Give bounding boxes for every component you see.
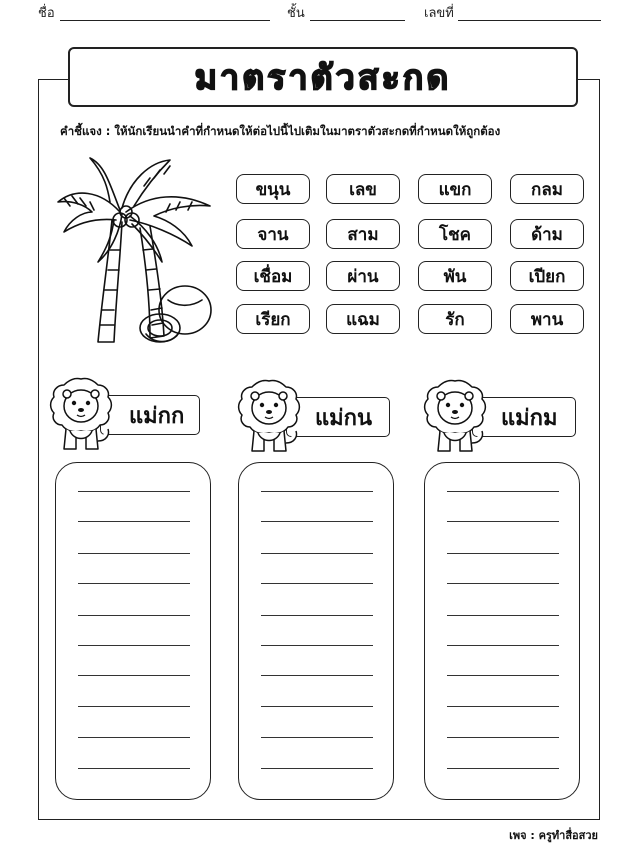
answer-line[interactable]: [261, 768, 373, 769]
lion-icon: [236, 377, 302, 457]
answer-box-kok[interactable]: [55, 462, 211, 800]
answer-line[interactable]: [78, 675, 190, 676]
word-pill[interactable]: รัก: [418, 304, 492, 334]
answer-line[interactable]: [447, 583, 559, 584]
answer-line[interactable]: [78, 521, 190, 522]
lion-icon: [422, 377, 488, 457]
answer-line[interactable]: [78, 645, 190, 646]
answer-line[interactable]: [261, 737, 373, 738]
answer-line[interactable]: [261, 491, 373, 492]
answer-line[interactable]: [261, 583, 373, 584]
answer-line[interactable]: [447, 491, 559, 492]
answer-line[interactable]: [447, 768, 559, 769]
answer-line[interactable]: [78, 553, 190, 554]
word-pill[interactable]: ผ่าน: [326, 261, 400, 291]
answer-line[interactable]: [261, 645, 373, 646]
word-pill[interactable]: แขก: [418, 174, 492, 204]
word-pill[interactable]: พัน: [418, 261, 492, 291]
word-pill[interactable]: เรียก: [236, 304, 310, 334]
class-field[interactable]: [310, 20, 405, 21]
word-pill[interactable]: เชื่อม: [236, 261, 310, 291]
name-label: ชื่อ: [38, 6, 55, 21]
class-label: ชั้น: [287, 6, 305, 21]
answer-line[interactable]: [447, 737, 559, 738]
footer-credit: เพจ : ครูทำสื่อสวย: [509, 829, 598, 842]
instruction-text: คำชี้แจง : ให้นักเรียนนำคำที่กำหนดให้ต่อไปนี้ไปเติมในมาตราตัวสะกดที่กำหนดให้ถูกต้อง: [60, 124, 501, 138]
answer-line[interactable]: [78, 491, 190, 492]
answer-line[interactable]: [261, 675, 373, 676]
title-box: [68, 47, 578, 107]
word-pill[interactable]: เปียก: [510, 261, 584, 291]
word-pill[interactable]: สาม: [326, 219, 400, 249]
answer-line[interactable]: [261, 615, 373, 616]
palm-tree-icon: [50, 150, 225, 350]
answer-line[interactable]: [447, 553, 559, 554]
category-label-kon: แม่กน: [286, 397, 390, 437]
answer-line[interactable]: [447, 645, 559, 646]
answer-box-kon[interactable]: [238, 462, 394, 800]
answer-line[interactable]: [447, 521, 559, 522]
page-title: มาตราตัวสะกด: [194, 58, 452, 98]
answer-line[interactable]: [447, 675, 559, 676]
answer-line[interactable]: [78, 706, 190, 707]
answer-line[interactable]: [78, 737, 190, 738]
category-label-kom: แม่กม: [472, 397, 576, 437]
word-pill[interactable]: แฉม: [326, 304, 400, 334]
name-field[interactable]: [60, 20, 270, 21]
word-pill[interactable]: จาน: [236, 219, 310, 249]
word-pill[interactable]: กลม: [510, 174, 584, 204]
answer-line[interactable]: [261, 553, 373, 554]
answer-line[interactable]: [78, 615, 190, 616]
word-pill[interactable]: ด้าม: [510, 219, 584, 249]
lion-icon: [48, 375, 114, 455]
word-pill[interactable]: พาน: [510, 304, 584, 334]
answer-line[interactable]: [261, 706, 373, 707]
answer-line[interactable]: [447, 615, 559, 616]
answer-line[interactable]: [447, 706, 559, 707]
answer-line[interactable]: [78, 583, 190, 584]
category-label-kok: แม่กก: [100, 395, 200, 435]
number-label: เลขที่: [424, 6, 454, 21]
word-pill[interactable]: โชค: [418, 219, 492, 249]
number-field[interactable]: [458, 20, 601, 21]
word-pill[interactable]: ขนุน: [236, 174, 310, 204]
word-pill[interactable]: เลข: [326, 174, 400, 204]
answer-box-kom[interactable]: [424, 462, 580, 800]
answer-line[interactable]: [78, 768, 190, 769]
answer-line[interactable]: [261, 521, 373, 522]
